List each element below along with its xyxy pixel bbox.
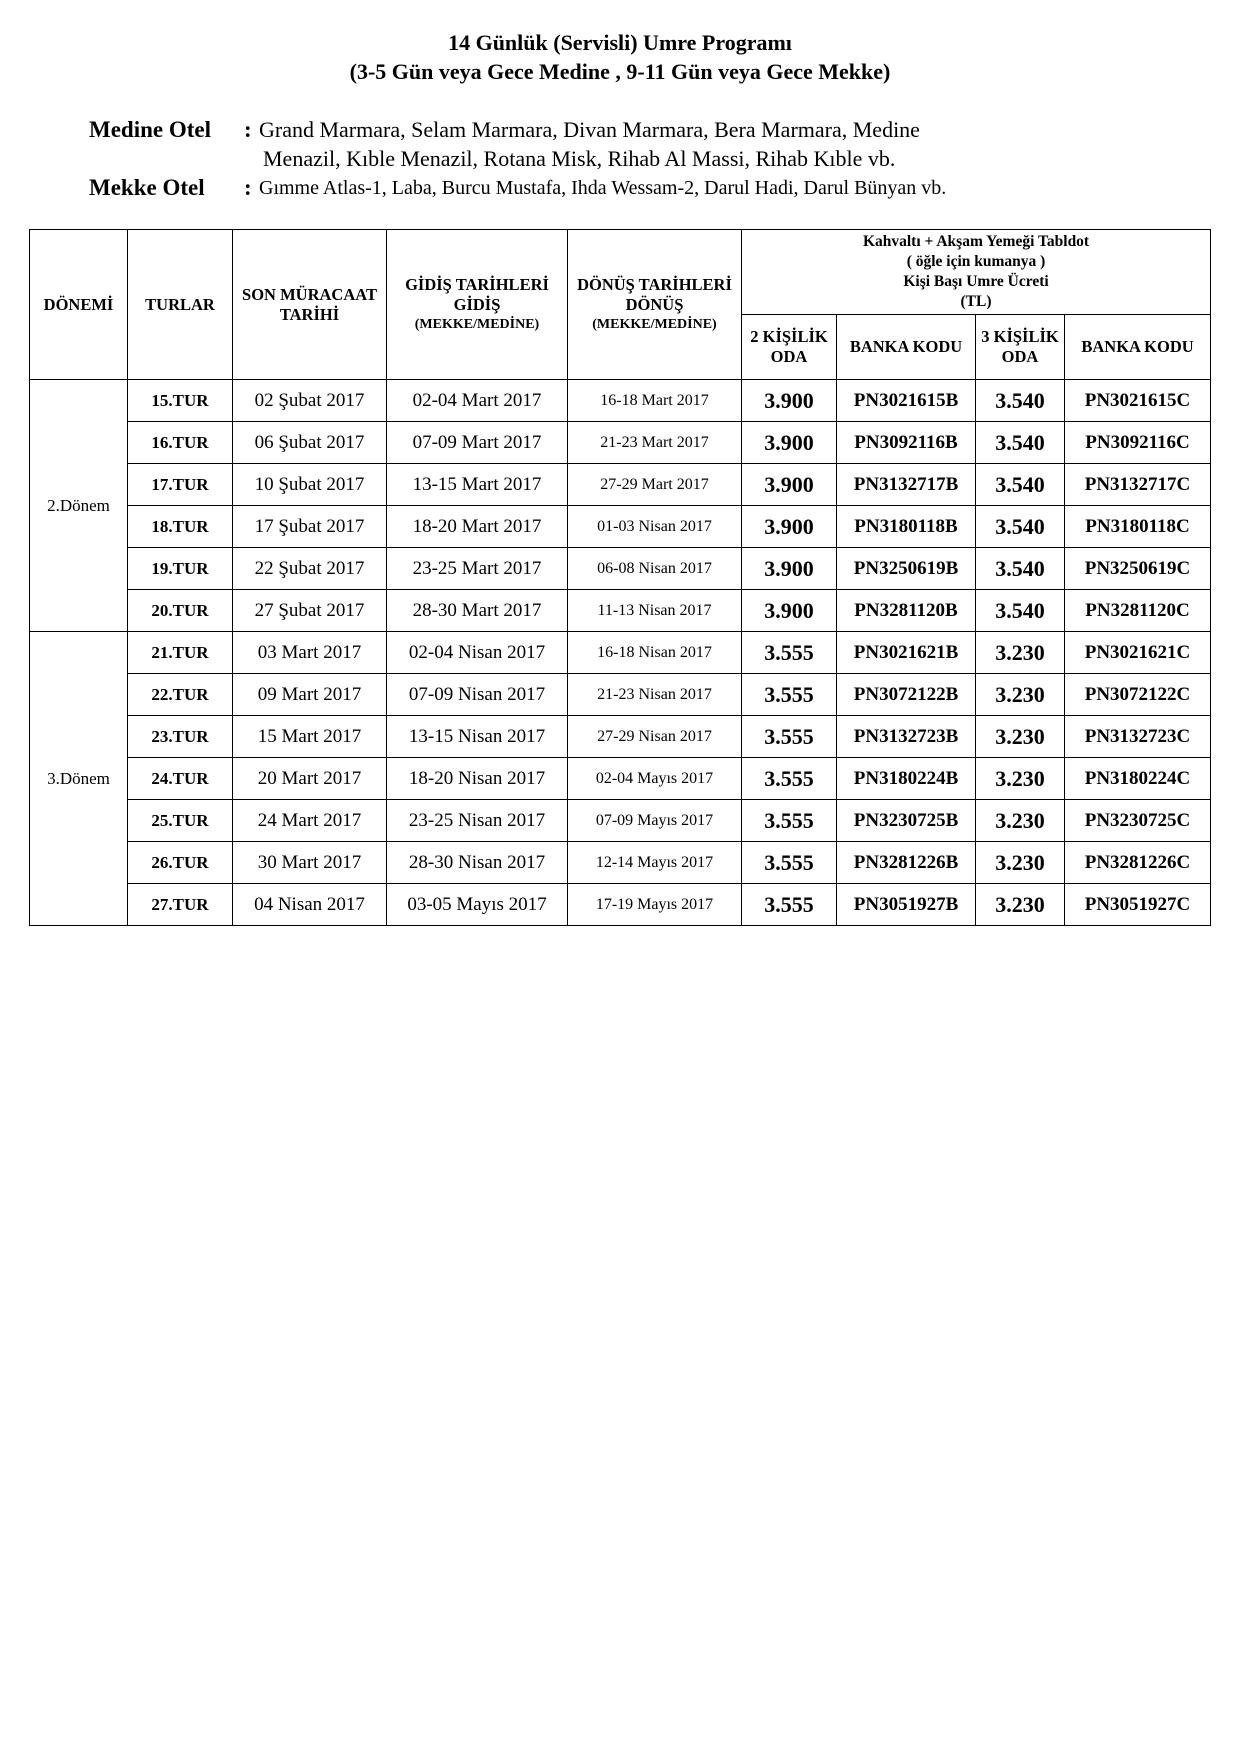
- double-bank-code-cell: PN3132717B: [837, 464, 976, 506]
- double-bank-code-cell: PN3281226B: [837, 842, 976, 884]
- departure-date-cell: 13-15 Mart 2017: [387, 464, 568, 506]
- header-gidis: [387, 230, 568, 380]
- tour-cell: 23.TUR: [128, 716, 233, 758]
- triple-room-price-cell: 3.540: [976, 506, 1065, 548]
- departure-date-cell: 07-09 Mart 2017: [387, 422, 568, 464]
- tour-cell: 17.TUR: [128, 464, 233, 506]
- header-price-line3: Kişi Başı Umre Ücreti: [903, 273, 1049, 290]
- triple-room-price-cell: 3.230: [976, 800, 1065, 842]
- double-room-price-cell: 3.900: [742, 548, 837, 590]
- table-row: [30, 884, 1211, 926]
- double-room-price-cell: 3.900: [742, 422, 837, 464]
- tour-cell: 16.TUR: [128, 422, 233, 464]
- triple-room-price-cell: 3.540: [976, 464, 1065, 506]
- triple-bank-code-cell: PN3281120C: [1065, 590, 1211, 632]
- last-application-cell: 22 Şubat 2017: [233, 548, 387, 590]
- last-application-cell: 27 Şubat 2017: [233, 590, 387, 632]
- last-application-cell: 20 Mart 2017: [233, 758, 387, 800]
- header-donus: [568, 230, 742, 380]
- departure-date-cell: 18-20 Nisan 2017: [387, 758, 568, 800]
- header-price-line2: ( öğle için kumanya ): [906, 252, 1046, 270]
- triple-room-price-cell: 3.230: [976, 716, 1065, 758]
- departure-date-cell: 23-25 Nisan 2017: [387, 800, 568, 842]
- departure-date-cell: 28-30 Nisan 2017: [387, 842, 568, 884]
- tour-cell: 18.TUR: [128, 506, 233, 548]
- double-room-price-cell: 3.900: [742, 380, 837, 422]
- departure-date-cell: 18-20 Mart 2017: [387, 506, 568, 548]
- last-application-cell: 09 Mart 2017: [233, 674, 387, 716]
- return-date-cell: 17-19 Mayıs 2017: [568, 884, 742, 926]
- tour-cell: 22.TUR: [128, 674, 233, 716]
- last-application-cell: 24 Mart 2017: [233, 800, 387, 842]
- departure-date-cell: 07-09 Nisan 2017: [387, 674, 568, 716]
- header-banka1: BANKA KODU: [837, 315, 976, 380]
- departure-date-cell: 13-15 Nisan 2017: [387, 716, 568, 758]
- program-table-body: [30, 380, 1211, 926]
- last-application-cell: 04 Nisan 2017: [233, 884, 387, 926]
- double-bank-code-cell: PN3092116B: [837, 422, 976, 464]
- last-application-cell: 17 Şubat 2017: [233, 506, 387, 548]
- medine-hotels-line2: Menazil, Kıble Menazil, Rotana Misk, Rihab Al Massi, Rihab Kıble vb.: [263, 146, 896, 171]
- departure-date-cell: 03-05 Mayıs 2017: [387, 884, 568, 926]
- header-price-line4: (TL): [960, 293, 992, 311]
- triple-bank-code-cell: PN3051927C: [1065, 884, 1211, 926]
- header-oda3: 3 KİŞİLİK ODA: [976, 315, 1065, 380]
- header-gidis-main: GİDİŞ TARİHLERİ GİDİŞ: [405, 275, 549, 315]
- header-oda2: 2 KİŞİLİK ODA: [742, 315, 837, 380]
- double-bank-code-cell: PN3180224B: [837, 758, 976, 800]
- program-table: [29, 229, 1211, 926]
- double-room-price-cell: 3.555: [742, 800, 837, 842]
- double-room-price-cell: 3.900: [742, 506, 837, 548]
- header-gidis-sub: (MEKKE/MEDİNE): [414, 316, 540, 332]
- table-row: [30, 842, 1211, 884]
- double-bank-code-cell: PN3180118B: [837, 506, 976, 548]
- return-date-cell: 16-18 Nisan 2017: [568, 632, 742, 674]
- table-row: [30, 632, 1211, 674]
- tour-cell: 20.TUR: [128, 590, 233, 632]
- table-row: [30, 674, 1211, 716]
- table-row: [30, 590, 1211, 632]
- double-bank-code-cell: PN3281120B: [837, 590, 976, 632]
- return-date-cell: 21-23 Nisan 2017: [568, 674, 742, 716]
- double-room-price-cell: 3.555: [742, 842, 837, 884]
- triple-bank-code-cell: PN3021615C: [1065, 380, 1211, 422]
- mekke-hotel-label: Mekke Otel: [89, 175, 205, 200]
- tour-cell: 19.TUR: [128, 548, 233, 590]
- triple-bank-code-cell: PN3132717C: [1065, 464, 1211, 506]
- header-banka2: BANKA KODU: [1065, 315, 1211, 380]
- double-bank-code-cell: PN3132723B: [837, 716, 976, 758]
- double-room-price-cell: 3.555: [742, 674, 837, 716]
- double-bank-code-cell: PN3051927B: [837, 884, 976, 926]
- return-date-cell: 21-23 Mart 2017: [568, 422, 742, 464]
- triple-bank-code-cell: PN3180118C: [1065, 506, 1211, 548]
- return-date-cell: 02-04 Mayıs 2017: [568, 758, 742, 800]
- return-date-cell: 12-14 Mayıs 2017: [568, 842, 742, 884]
- triple-room-price-cell: 3.540: [976, 548, 1065, 590]
- header-son-muracaat: SON MÜRACAAT TARİHİ: [233, 230, 387, 380]
- triple-bank-code-cell: PN3072122C: [1065, 674, 1211, 716]
- last-application-cell: 02 Şubat 2017: [233, 380, 387, 422]
- double-bank-code-cell: PN3250619B: [837, 548, 976, 590]
- last-application-cell: 03 Mart 2017: [233, 632, 387, 674]
- triple-room-price-cell: 3.230: [976, 632, 1065, 674]
- triple-room-price-cell: 3.540: [976, 422, 1065, 464]
- departure-date-cell: 23-25 Mart 2017: [387, 548, 568, 590]
- triple-bank-code-cell: PN3250619C: [1065, 548, 1211, 590]
- document-title: 14 Günlük (Servisli) Umre Programı: [448, 30, 792, 55]
- mekke-colon: :: [244, 175, 252, 200]
- period-cell: 3.Dönem: [30, 632, 128, 926]
- triple-bank-code-cell: PN3021621C: [1065, 632, 1211, 674]
- return-date-cell: 11-13 Nisan 2017: [568, 590, 742, 632]
- return-date-cell: 06-08 Nisan 2017: [568, 548, 742, 590]
- triple-bank-code-cell: PN3092116C: [1065, 422, 1211, 464]
- double-bank-code-cell: PN3021621B: [837, 632, 976, 674]
- document-subtitle: (3-5 Gün veya Gece Medine , 9-11 Gün veya Gece Mekke): [349, 59, 891, 84]
- triple-room-price-cell: 3.540: [976, 380, 1065, 422]
- return-date-cell: 01-03 Nisan 2017: [568, 506, 742, 548]
- last-application-cell: 15 Mart 2017: [233, 716, 387, 758]
- departure-date-cell: 02-04 Mart 2017: [387, 380, 568, 422]
- double-bank-code-cell: PN3072122B: [837, 674, 976, 716]
- table-row: [30, 380, 1211, 422]
- departure-date-cell: 28-30 Mart 2017: [387, 590, 568, 632]
- triple-room-price-cell: 3.230: [976, 842, 1065, 884]
- double-bank-code-cell: PN3021615B: [837, 380, 976, 422]
- triple-room-price-cell: 3.230: [976, 758, 1065, 800]
- double-room-price-cell: 3.900: [742, 464, 837, 506]
- triple-room-price-cell: 3.230: [976, 884, 1065, 926]
- tour-cell: 15.TUR: [128, 380, 233, 422]
- last-application-cell: 30 Mart 2017: [233, 842, 387, 884]
- table-row: [30, 548, 1211, 590]
- triple-room-price-cell: 3.230: [976, 674, 1065, 716]
- table-row: [30, 800, 1211, 842]
- tour-cell: 24.TUR: [128, 758, 233, 800]
- tour-cell: 25.TUR: [128, 800, 233, 842]
- triple-room-price-cell: 3.540: [976, 590, 1065, 632]
- triple-bank-code-cell: PN3230725C: [1065, 800, 1211, 842]
- return-date-cell: 27-29 Mart 2017: [568, 464, 742, 506]
- triple-bank-code-cell: PN3281226C: [1065, 842, 1211, 884]
- last-application-cell: 06 Şubat 2017: [233, 422, 387, 464]
- double-room-price-cell: 3.555: [742, 884, 837, 926]
- header-donemi: DÖNEMİ: [30, 230, 128, 380]
- medine-hotel-label: Medine Otel: [89, 117, 211, 142]
- tour-cell: 26.TUR: [128, 842, 233, 884]
- table-row: [30, 716, 1211, 758]
- last-application-cell: 10 Şubat 2017: [233, 464, 387, 506]
- return-date-cell: 16-18 Mart 2017: [568, 380, 742, 422]
- tour-cell: 21.TUR: [128, 632, 233, 674]
- departure-date-cell: 02-04 Nisan 2017: [387, 632, 568, 674]
- table-row: [30, 464, 1211, 506]
- return-date-cell: 27-29 Nisan 2017: [568, 716, 742, 758]
- double-room-price-cell: 3.555: [742, 632, 837, 674]
- header-turlar: TURLAR: [128, 230, 233, 380]
- return-date-cell: 07-09 Mayıs 2017: [568, 800, 742, 842]
- table-row: [30, 422, 1211, 464]
- period-cell: 2.Dönem: [30, 380, 128, 632]
- triple-bank-code-cell: PN3132723C: [1065, 716, 1211, 758]
- double-room-price-cell: 3.900: [742, 590, 837, 632]
- mekke-hotels-line1: Gımme Atlas-1, Laba, Burcu Mustafa, Ihda Wessam-2, Darul Hadi, Darul Bünyan vb.: [259, 177, 947, 199]
- triple-bank-code-cell: PN3180224C: [1065, 758, 1211, 800]
- table-row: [30, 758, 1211, 800]
- double-bank-code-cell: PN3230725B: [837, 800, 976, 842]
- medine-hotels-line1: Grand Marmara, Selam Marmara, Divan Marmara, Bera Marmara, Medine: [259, 117, 920, 142]
- medine-colon: :: [244, 117, 252, 142]
- header-price-group: [742, 230, 1211, 315]
- table-row: [30, 506, 1211, 548]
- tour-cell: 27.TUR: [128, 884, 233, 926]
- header-price-line1: Kahvaltı + Akşam Yemeği Tabldot: [862, 232, 1090, 250]
- double-room-price-cell: 3.555: [742, 716, 837, 758]
- double-room-price-cell: 3.555: [742, 758, 837, 800]
- header-donus-sub: (MEKKE/MEDİNE): [592, 316, 717, 332]
- header-donus-main: DÖNÜŞ TARİHLERİ DÖNÜŞ: [577, 275, 732, 315]
